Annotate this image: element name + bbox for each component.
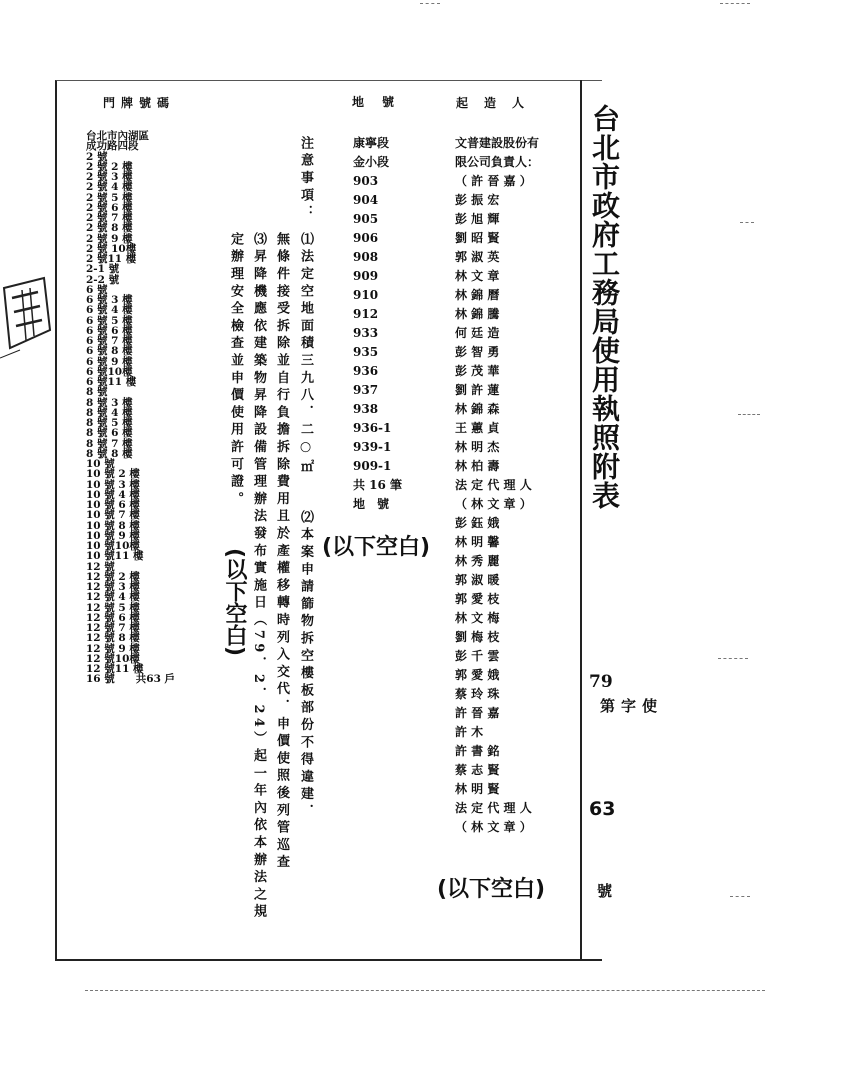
lot-line: 910	[353, 288, 379, 302]
lot-line: 935	[353, 345, 379, 359]
owner-line: 文普建設股份有	[455, 136, 540, 150]
lot-line: 937	[353, 383, 379, 397]
permit-suffix: 號	[597, 882, 613, 900]
address-line: 10 號11 樓	[86, 550, 144, 563]
title-divider	[580, 80, 582, 960]
lot-line: 903	[353, 174, 379, 188]
address-line: 12 號 3 樓	[86, 581, 140, 593]
address-line: 6 號 3 樓	[86, 294, 133, 306]
lot-line: 938	[353, 402, 379, 416]
owner-line: 劉 梅 枝	[455, 630, 500, 644]
address-line: 6 號 9 樓	[86, 355, 133, 368]
address-line: 10 號 9 樓	[86, 529, 140, 542]
owner-line: 林 秀 麗	[455, 554, 500, 568]
lot-line: 地 號	[353, 497, 390, 511]
lot-line: 康寧段	[353, 136, 390, 150]
address-line: 2 號	[86, 150, 108, 163]
address-line: 6 號10樓	[86, 365, 133, 378]
lot-line: 936-1	[353, 421, 392, 435]
notes-column: ⑵本案申請篩物拆空樓板部份不得違建．	[298, 510, 313, 822]
owner-line: 郭 愛 枝	[455, 592, 500, 606]
permit-number-value: 63	[589, 798, 616, 820]
address-line: 12 號	[86, 560, 115, 573]
address-line: 12 號 2 樓	[86, 570, 140, 583]
owner-line: 彭 茂 華	[455, 364, 500, 378]
address-line: 10 號 4 樓	[86, 488, 140, 501]
owner-line: 許 書 銘	[455, 744, 500, 758]
notes-column: ⑶昇降機應依建築物昇降設備管理辦法發布實施日（79．2．24）起一年內依本辦法之規	[251, 232, 266, 922]
stamp-seal-icon	[0, 270, 52, 366]
scan-mark	[738, 414, 760, 416]
lot-line: 909-1	[353, 459, 392, 473]
address-line: 2 號 9 樓	[86, 232, 133, 245]
address-line: 12 號 8 樓	[86, 632, 140, 645]
address-line: 6 號 4 樓	[86, 304, 133, 317]
lot-line: 908	[353, 250, 379, 264]
scan-mark	[720, 3, 750, 5]
address-line: 8 號 5 樓	[86, 417, 133, 429]
address-line: 12 號10樓	[86, 652, 140, 665]
address-line: 10 號 6 樓	[86, 499, 140, 511]
owner-line: 蔡 志 賢	[455, 763, 500, 777]
owner-line: 林 明 馨	[455, 535, 500, 549]
address-line: 2 號 7 樓	[86, 212, 133, 224]
address-line: 8 號 7 樓	[86, 437, 133, 450]
handwritten-blank-middle: (以下空白)	[322, 535, 431, 560]
scan-mark	[730, 896, 750, 898]
address-line: 2 號 5 樓	[86, 191, 133, 204]
header-owner: 起造人	[456, 96, 541, 110]
address-line: 12 號 5 樓	[86, 601, 140, 614]
owner-line: （ 許 晉 嘉 ）	[455, 174, 532, 188]
lot-line: 906	[353, 231, 379, 245]
owner-line: 彭 智 勇	[455, 345, 500, 359]
owner-list	[455, 134, 567, 837]
notes-column: 定辦理安全檢查並申價使用許可證。	[228, 232, 243, 509]
header-lot: 地號	[352, 95, 413, 109]
lot-list	[353, 134, 433, 514]
owner-line: 林 文 章	[455, 269, 500, 283]
owner-line: 林 明 杰	[455, 440, 500, 454]
address-line: 10 號10樓	[86, 540, 140, 552]
owner-line: （ 林 文 章 ）	[455, 497, 532, 511]
address-list	[86, 131, 201, 685]
lot-line: 904	[353, 193, 379, 207]
address-line: 成功路四段	[86, 140, 139, 153]
address-line: 12 號11 樓	[86, 663, 144, 675]
handwritten-blank-right: (以下空白)	[437, 877, 546, 902]
address-line: 12 號 6 樓	[86, 611, 140, 624]
owner-line: 林 錦 森	[455, 402, 500, 416]
lot-line: 939-1	[353, 440, 392, 454]
address-line: 6 號	[86, 283, 108, 296]
owner-line: 郭 淑 英	[455, 250, 500, 264]
permit-year: 79	[589, 672, 613, 692]
lot-line: 909	[353, 269, 379, 283]
owner-line: 許 木	[455, 725, 484, 739]
lot-line: 905	[353, 212, 379, 226]
owner-line: 林 明 賢	[455, 782, 500, 796]
address-line: 2 號 2 樓	[86, 160, 133, 173]
owner-line: （ 林 文 章 ）	[455, 820, 532, 834]
scan-mark	[85, 990, 765, 992]
address-line: 8 號 6 樓	[86, 427, 133, 440]
owner-line: 林 錦 騰	[455, 307, 500, 321]
owner-line: 郭 淑 暖	[455, 573, 500, 587]
handwritten-blank-left: (以下空白)	[222, 548, 247, 657]
owner-line: 許 晉 嘉	[455, 706, 500, 720]
address-line: 8 號	[86, 386, 108, 399]
owner-line: 王 蕙 貞	[455, 421, 500, 435]
owner-line: 何 廷 造	[455, 326, 500, 340]
address-line: 8 號 8 樓	[86, 447, 133, 460]
address-line: 12 號 4 樓	[86, 591, 140, 604]
owner-line: 林 錦 曆	[455, 288, 500, 302]
address-line: 10 號 2 樓	[86, 468, 140, 481]
address-line: 2-1 號	[86, 263, 120, 276]
lot-line: 金小段	[353, 155, 390, 169]
address-line: 6 號11 樓	[86, 376, 137, 388]
owner-line: 劉 許 蓮	[455, 383, 500, 397]
owner-line: 蔡 玲 珠	[455, 687, 500, 701]
owner-line: 彭 振 宏	[455, 193, 500, 207]
address-line: 10 號	[86, 458, 115, 470]
lot-line: 912	[353, 307, 379, 321]
address-line: 台北市內湖區	[86, 130, 149, 142]
address-line: 2-2 號	[86, 273, 120, 286]
owner-line: 限公司負責人：	[455, 155, 540, 169]
scan-mark	[740, 222, 754, 224]
address-line: 2 號 6 樓	[86, 201, 133, 214]
scan-mark	[718, 658, 748, 660]
owner-line: 彭 鈺 娥	[455, 516, 500, 530]
owner-line: 郭 愛 娥	[455, 668, 500, 682]
address-line: 10 號 8 樓	[86, 519, 140, 532]
notes-column: 無條件接受拆除並自行負擔拆除費用且於產權移轉時列入交代．申價使照後列管巡查	[274, 232, 289, 873]
address-line: 6 號 8 樓	[86, 345, 133, 358]
lot-line: 933	[353, 326, 379, 340]
lot-line: 共 16 筆	[353, 478, 403, 492]
permit-chars: 使字第	[598, 698, 658, 727]
address-line: 12 號 7 樓	[86, 622, 140, 634]
lot-line: 936	[353, 364, 379, 378]
owner-line: 林 文 梅	[455, 611, 500, 625]
owner-line: 林 柏 壽	[455, 459, 500, 473]
address-line: 12 號 9 樓	[86, 642, 140, 655]
scan-mark	[420, 3, 440, 5]
address-line: 2 號 3 樓	[86, 171, 133, 183]
address-line: 2 號 8 樓	[86, 222, 133, 235]
address-line: 10 號 7 樓	[86, 509, 140, 522]
owner-line: 法 定 代 理 人	[455, 801, 532, 815]
address-line: 8 號 4 樓	[86, 406, 133, 419]
notes-column: 注意事項：	[298, 136, 313, 223]
address-line: 6 號 5 樓	[86, 314, 133, 327]
address-line: 6 號 7 樓	[86, 335, 133, 347]
address-line: 8 號 3 樓	[86, 396, 133, 409]
owner-line: 彭 千 雲	[455, 649, 500, 663]
address-line: 10 號 3 樓	[86, 478, 140, 491]
address-line: 6 號 6 樓	[86, 324, 133, 337]
address-line: 2 號 10樓	[86, 242, 137, 255]
owner-line: 劉 昭 賢	[455, 231, 500, 245]
owner-line: 彭 旭 輝	[455, 212, 500, 226]
document-title: 台北市政府工務局使用執照附表	[588, 104, 621, 510]
notes-column: ⑴法定空地面積三九八．二○㎡	[298, 232, 313, 477]
address-line: 2 號 4 樓	[86, 181, 133, 194]
header-address: 門牌號碼	[103, 96, 176, 110]
owner-line: 法 定 代 理 人	[455, 478, 532, 492]
address-line: 16 號 共63 戶	[86, 673, 176, 686]
address-line: 2 號11 樓	[86, 253, 137, 265]
